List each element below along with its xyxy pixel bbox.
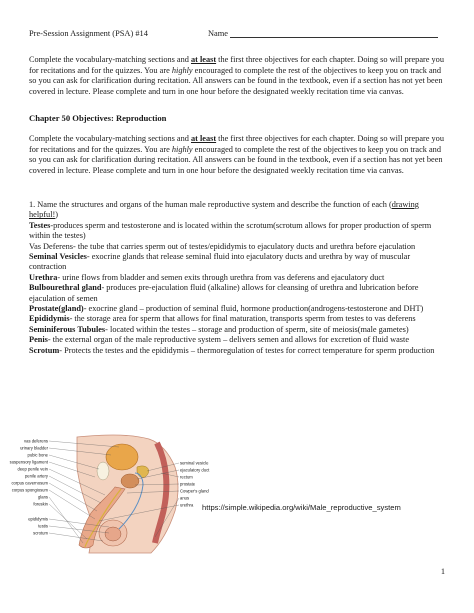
term-description: - exocrine gland – production of seminal fluid, hormone production(androgens-testosterone and DHT) [83, 304, 424, 314]
term-description: -produces sperm and testosterone and is located within the scrotum(scrotum allows for proper production of sperm within the testes) [29, 220, 432, 241]
intro-emphasis: at least [190, 55, 217, 64]
figure-label: glans [37, 494, 48, 500]
chapter-text-1: Complete the vocabulary-matching sections and [29, 134, 191, 143]
term-item [29, 242, 447, 252]
name-label: Name [208, 29, 228, 38]
source-url[interactable]: https://simple.wikipedia.org/wiki/Male_reproductive_system [202, 503, 401, 512]
figure-label: deep penile vein [17, 466, 48, 472]
figure-label: penile artery [24, 473, 48, 479]
term-description: - the external organ of the male reproductive system – delivers semen and allows for excretion of fluid waste [47, 335, 410, 345]
figure-label: ejaculatory duct [180, 467, 210, 473]
page-number: 1 [440, 567, 445, 576]
term-item [29, 346, 447, 356]
intro-text-2: the first three objectives for each chapter. Doing so will prepare you for recitations and for the quizzes. You are [29, 55, 444, 75]
figure-label: seminal vesicle [180, 460, 209, 466]
term-name: Testes [29, 220, 51, 230]
figure-label: anus [180, 495, 190, 501]
chapter-heading: Chapter 50 Objectives: Reproduction [29, 113, 167, 123]
figure-label: urethra [180, 502, 194, 508]
figure-label: epididymis [28, 516, 48, 522]
pubic-bone-shape [97, 462, 109, 480]
term-item [29, 283, 447, 304]
intro-text-1: Complete the vocabulary-matching sections and [29, 55, 191, 64]
term-name: Seminiferous Tubules [29, 324, 106, 334]
figure-label: corpus spongiosum [11, 487, 48, 493]
figure-right-labels [180, 460, 210, 507]
term-name: Epididymis [29, 314, 70, 324]
chapter-italic: highly [171, 144, 193, 154]
term-description: - Protects the testes and the epididymis – thermoregulation of testes for correct temperature for sperm production [59, 345, 435, 355]
term-name: Seminal Vesicles [29, 252, 87, 262]
term-item [29, 221, 447, 242]
figure-label: corpus cavernosum [11, 480, 48, 486]
prostate-shape [121, 474, 139, 488]
male-reproductive-diagram [9, 433, 210, 558]
term-item [29, 325, 447, 335]
term-description: - produces pre-ejaculation fluid (alkaline) allows for cleansing of urethra and lubrication before ejaculation of semen [29, 283, 419, 303]
figure-label: testis [38, 523, 48, 529]
bladder-shape [106, 444, 138, 470]
testis-shape [105, 527, 121, 541]
terms-list [29, 221, 447, 356]
page-header [29, 29, 445, 41]
term-description: - urine flows from bladder and semen exits through urethra from vas deferens and ejaculatory duct [57, 272, 385, 282]
objective-text-end: ) [55, 210, 59, 220]
term-description: - located within the testes – storage and production of sperm, site of meiosis(male gametes) [105, 324, 409, 334]
term-item [29, 273, 447, 283]
term-name: Urethra [29, 272, 58, 282]
figure-label: rectum [180, 474, 193, 480]
term-item [29, 314, 447, 324]
figure-label: urinary bladder [20, 445, 48, 451]
objective-underlined: drawing helpful! [29, 200, 419, 220]
term-item [29, 252, 447, 273]
figure-label: scrotum [33, 530, 48, 536]
term-name: Bulbourethral gland [29, 283, 102, 293]
term-name: Prostate(gland) [29, 304, 84, 314]
assignment-title: Pre-Session Assignment (PSA) #14 [29, 29, 148, 38]
term-description: - the tube that carries sperm out of testes/epididymis to ejaculatory ducts and urethra before ejaculation [73, 241, 416, 251]
intro-italic: highly [171, 65, 193, 75]
chapter-text-2: the first three objectives for each chapter. Doing so will prepare you for recitations and for the quizzes. You are [29, 134, 444, 154]
objective-text: 1. Name the structures and organs of the human male reproductive system and describe the function of each ( [29, 200, 392, 209]
objective-1 [29, 200, 447, 221]
figure-label: Cowper's gland [180, 488, 209, 494]
term-description: - exocrine glands that release seminal fluid into ejaculatory ducts and urethra by way of muscular contraction [29, 252, 411, 272]
chapter-paragraph [29, 134, 445, 176]
chapter-text-3: encouraged to complete the rest of the objectives to keep you on track and so you can ask for clarification during recitation. All answers can be found in the textbook, even if a section has not yet been covered in lecture. Please complete and turn in one hour before the designated weekly recitation time via canvas. [29, 144, 443, 175]
term-name: Vas Deferens [29, 241, 73, 251]
term-name: Penis [29, 335, 48, 345]
figure-label: prostate [180, 481, 196, 487]
intro-paragraph [29, 55, 445, 97]
term-item [29, 335, 447, 345]
figure-left-labels [10, 438, 49, 535]
figure-label: suspensory ligament [9, 459, 48, 465]
name-field [208, 29, 438, 38]
figure-label: vas deferens [24, 438, 48, 444]
chapter-emphasis: at least [190, 134, 217, 143]
term-description: - the storage area for sperm that allows for final maturation, transports sperm from testes to vas deferens [69, 314, 416, 324]
figure-label: foreskin [33, 501, 48, 507]
name-blank-line [230, 29, 438, 38]
objective-section [29, 200, 447, 356]
term-item [29, 304, 447, 314]
figure-label: pubic bone [27, 452, 48, 458]
term-name: Scrotum [29, 345, 60, 355]
intro-text-3: encouraged to complete the rest of the objectives to keep you on track and so you can ask for clarification during recitation. All answers can be found in the textbook, even if a section has not yet been covered in lecture. Please complete and turn in one hour before the designated weekly recitation time via canvas. [29, 65, 443, 96]
